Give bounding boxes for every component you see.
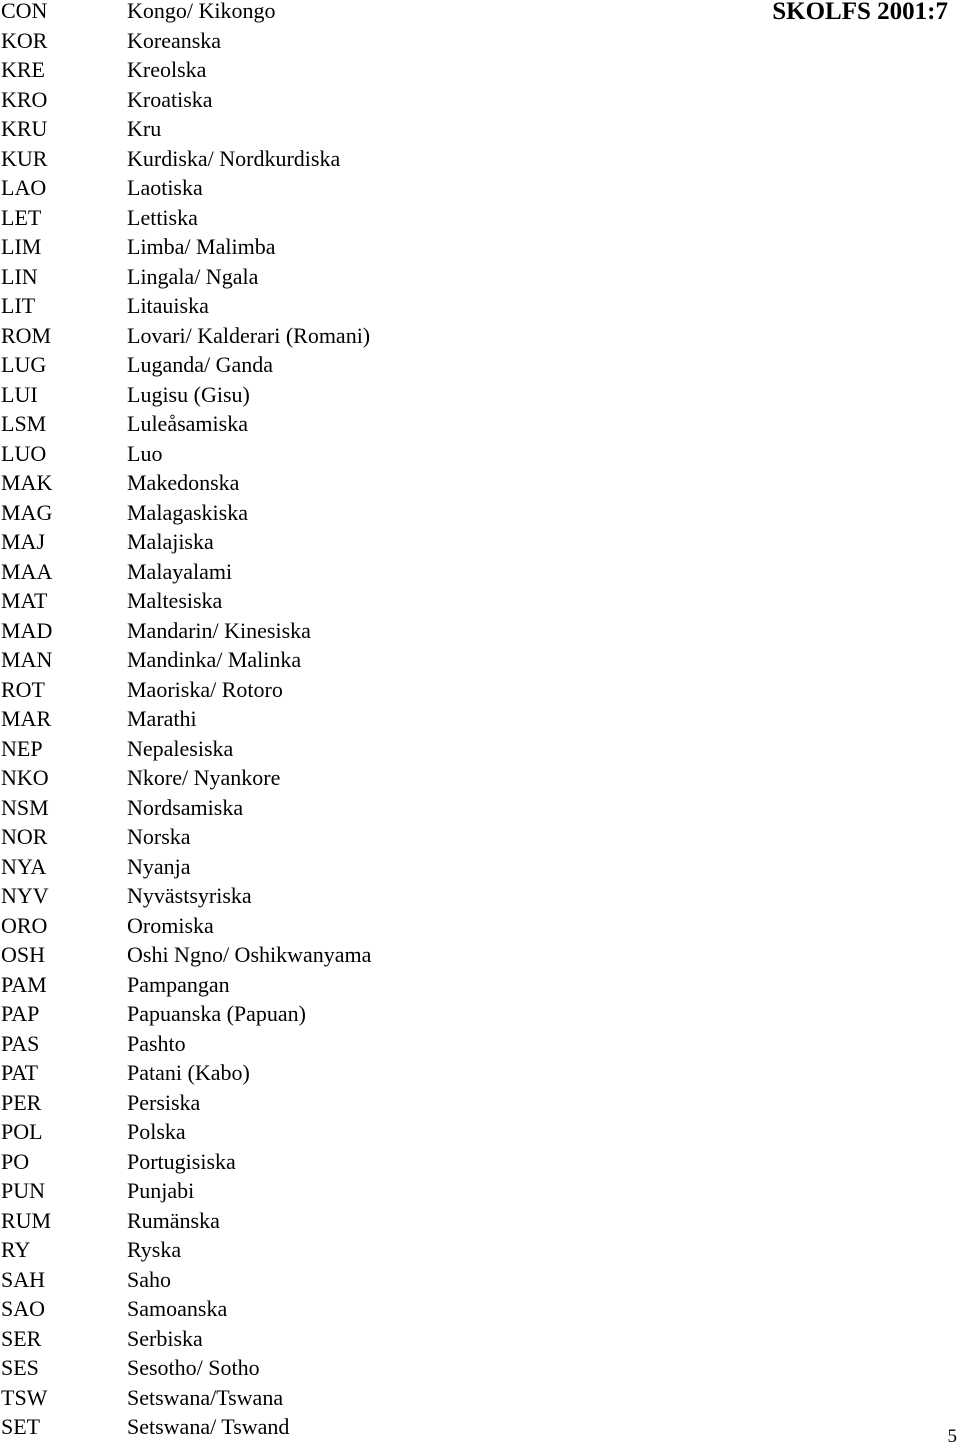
list-item: [0, 675, 720, 705]
list-item: [0, 439, 720, 469]
language-code: RUM: [1, 1207, 52, 1233]
language-name: Papuanska (Papuan): [127, 1001, 307, 1026]
language-code: NKO: [1, 765, 49, 790]
language-code: ORO: [1, 912, 48, 938]
language-name: Luleåsamiska: [127, 411, 248, 436]
language-name: Nkore/ Nyankore: [127, 765, 281, 790]
language-code: NYA: [1, 853, 47, 879]
language-code: LIM: [1, 234, 42, 259]
language-code: PAP: [1, 1001, 40, 1026]
language-name: Oromiska: [127, 912, 214, 938]
language-code: PUN: [1, 1178, 46, 1203]
language-code: NEP: [1, 735, 43, 761]
list-item: [0, 1117, 720, 1147]
page-number: 5: [947, 1426, 957, 1447]
language-code: PAM: [1, 971, 47, 997]
language-name: Mandinka/ Malinka: [127, 647, 302, 672]
list-item: [0, 793, 720, 823]
language-name: Punjabi: [127, 1178, 195, 1203]
language-name: Lingala/ Ngala: [127, 263, 259, 289]
list-item: [0, 350, 720, 380]
language-code: SAH: [1, 1266, 46, 1292]
language-name: Oshi Ngno/ Oshikwanyama: [127, 942, 372, 967]
list-item: [0, 999, 720, 1029]
language-name: Maoriska/ Rotoro: [127, 676, 283, 702]
language-name: Setswana/Tswana: [127, 1384, 284, 1410]
language-code: LIT: [1, 293, 36, 318]
language-name: Norska: [127, 824, 191, 849]
list-item: [0, 586, 720, 616]
language-code: PAS: [1, 1030, 40, 1056]
list-item: [0, 822, 720, 852]
language-code: MAD: [1, 617, 53, 643]
language-code: NYV: [1, 883, 49, 908]
language-name: Polska: [127, 1119, 186, 1144]
language-name: Kroatiska: [127, 86, 213, 112]
language-name: Nepalesiska: [127, 735, 234, 761]
language-code: CON: [1, 0, 48, 23]
language-code: LUI: [1, 381, 38, 407]
list-item: [0, 85, 720, 115]
list-item: [0, 321, 720, 351]
language-name: Marathi: [127, 706, 197, 731]
language-name: Lettiska: [127, 204, 198, 230]
language-name: Malajiska: [127, 529, 214, 554]
list-item: [0, 1206, 720, 1236]
language-name: Kreolska: [127, 57, 207, 82]
language-name: Portugisiska: [127, 1148, 236, 1174]
list-item: [0, 498, 720, 528]
language-code: NOR: [1, 824, 48, 849]
language-name: Makedonska: [127, 470, 240, 495]
language-code: KRE: [1, 57, 45, 82]
language-name: Maltesiska: [127, 588, 223, 613]
document-reference: SKOLFS 2001:7: [772, 0, 948, 25]
language-code: POL: [1, 1119, 43, 1144]
language-code: SAO: [1, 1296, 46, 1321]
language-name: Kurdiska/ Nordkurdiska: [127, 145, 341, 171]
language-name: Serbiska: [127, 1325, 203, 1351]
language-name: Nyanja: [127, 853, 191, 879]
language-name: Litauiska: [127, 293, 209, 318]
language-code: KRU: [1, 116, 48, 141]
language-name: Pampangan: [127, 971, 230, 997]
language-name: Limba/ Malimba: [127, 234, 276, 259]
list-item: [0, 734, 720, 764]
language-code: NSM: [1, 794, 49, 820]
list-item: [0, 1058, 720, 1088]
language-name: Nyvästsyriska: [127, 883, 252, 908]
list-item: [0, 940, 720, 970]
list-item: [0, 144, 720, 174]
list-item: [0, 380, 720, 410]
language-code: RY: [1, 1237, 31, 1262]
language-code: SER: [1, 1325, 42, 1351]
language-code: TSW: [1, 1384, 48, 1410]
language-code: LAO: [1, 175, 47, 200]
language-name: Malagaskiska: [127, 499, 248, 525]
language-name: Kongo/ Kikongo: [127, 0, 276, 23]
language-name: Luo: [127, 440, 163, 466]
language-name: Lovari/ Kalderari (Romani): [127, 322, 371, 348]
list-item: [0, 852, 720, 882]
list-item: [0, 409, 720, 439]
list-item: [0, 1265, 720, 1295]
language-name: Luganda/ Ganda: [127, 352, 273, 377]
list-item: [0, 1324, 720, 1354]
list-item: [0, 557, 720, 587]
language-code: LUO: [1, 440, 47, 466]
list-item: [0, 645, 720, 675]
language-code: OSH: [1, 942, 46, 967]
language-name: Koreanska: [127, 27, 222, 53]
language-code: SET: [1, 1414, 41, 1439]
list-item: [0, 26, 720, 56]
language-code: ROT: [1, 676, 45, 702]
language-name: Patani (Kabo): [127, 1060, 250, 1085]
language-name: Rumänska: [127, 1207, 220, 1233]
language-code: LUG: [1, 352, 47, 377]
list-item: [0, 1353, 720, 1383]
list-item: [0, 704, 720, 734]
language-code: PER: [1, 1089, 42, 1115]
list-item: [0, 468, 720, 498]
list-item: [0, 1029, 720, 1059]
language-code: KUR: [1, 145, 48, 171]
language-name: Sesotho/ Sotho: [127, 1355, 260, 1380]
list-item: [0, 0, 720, 26]
list-item: [0, 970, 720, 1000]
language-name: Samoanska: [127, 1296, 228, 1321]
language-name: Persiska: [127, 1089, 201, 1115]
list-item: [0, 55, 720, 85]
language-code: LET: [1, 204, 42, 230]
language-code: KRO: [1, 86, 48, 112]
language-name: Pashto: [127, 1030, 186, 1056]
list-item: [0, 1088, 720, 1118]
language-name: Kru: [127, 116, 162, 141]
language-code: SES: [1, 1355, 39, 1380]
list-item: [0, 1383, 720, 1413]
list-item: [0, 262, 720, 292]
list-item: [0, 203, 720, 233]
language-name: Nordsamiska: [127, 794, 244, 820]
list-item: [0, 232, 720, 262]
list-item: [0, 881, 720, 911]
list-item: [0, 114, 720, 144]
language-name: Saho: [127, 1266, 171, 1292]
language-code: ROM: [1, 322, 52, 348]
language-name: Malayalami: [127, 558, 233, 584]
list-item: [0, 1412, 720, 1442]
language-code: PAT: [1, 1060, 39, 1085]
language-code: MAG: [1, 499, 53, 525]
list-item: [0, 1294, 720, 1324]
list-item: [0, 1147, 720, 1177]
language-code: MAN: [1, 647, 53, 672]
language-code: MAK: [1, 470, 53, 495]
list-item: [0, 291, 720, 321]
language-name: Lugisu (Gisu): [127, 381, 250, 407]
list-item: [0, 763, 720, 793]
list-item: [0, 911, 720, 941]
language-name: Ryska: [127, 1237, 182, 1262]
list-item: [0, 527, 720, 557]
language-code: PO: [1, 1148, 30, 1174]
language-name: Mandarin/ Kinesiska: [127, 617, 311, 643]
language-code: KOR: [1, 27, 48, 53]
language-code: LSM: [1, 411, 47, 436]
list-item: [0, 1235, 720, 1265]
language-name: Laotiska: [127, 175, 203, 200]
language-code: MAA: [1, 558, 53, 584]
language-name: Setswana/ Tswand: [127, 1414, 290, 1439]
list-item: [0, 1176, 720, 1206]
language-code: MAT: [1, 588, 48, 613]
list-item: [0, 616, 720, 646]
language-code: MAJ: [1, 529, 46, 554]
list-item: [0, 173, 720, 203]
language-code: MAR: [1, 706, 52, 731]
language-code: LIN: [1, 263, 38, 289]
